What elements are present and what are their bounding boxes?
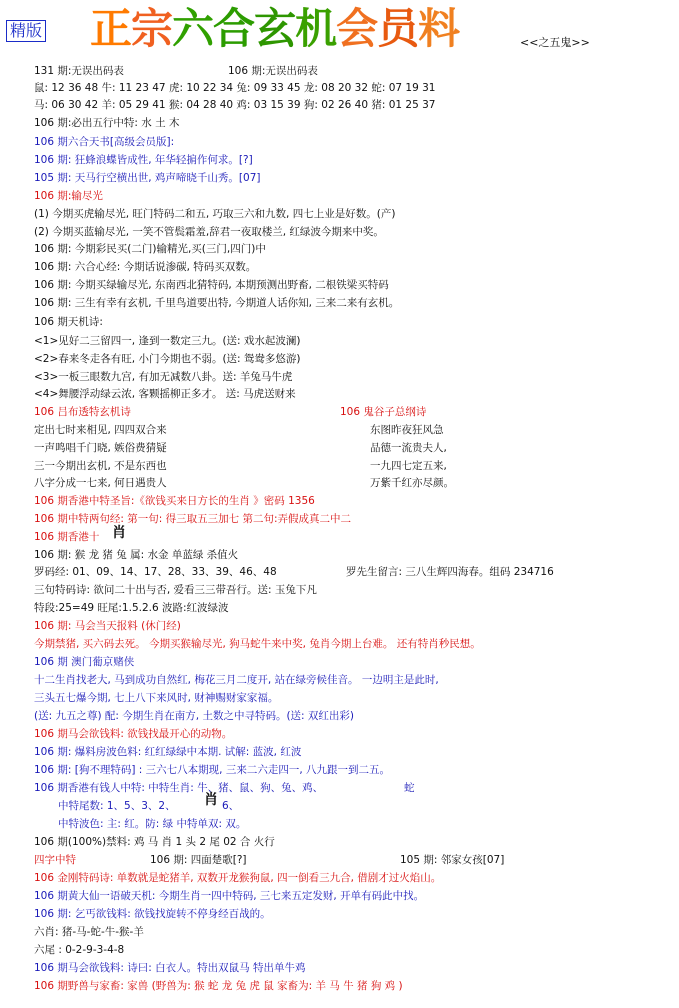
heaven-poem-2: <2>春来冬走各有旺, 小门今期也不弱。(送: 鸳鸯多悠游) — [34, 353, 301, 365]
beggar-money-line: 106 期: 乞丐欲钱料: 欲钱找旋转不停身经百战的。 — [34, 908, 271, 920]
macau-gambler-line-2: 三头五七爆今期, 七上八下来风时, 财神赐财家家福。 — [34, 692, 279, 704]
lose-all-line-6: 106 期: 三生有幸有玄机, 千里鸟道要出特, 今期道人话你知, 三来二来有玄机。 — [34, 297, 400, 309]
page-subtitle: <<之五鬼>> — [520, 36, 590, 49]
goubuli-code-line: 106 期: [狗不理特码] : 三六七八本期现, 三来二六走四一, 八九跟一到二五。 — [34, 764, 391, 776]
guiguzi-poem-2: 品德一流贵夫人, — [370, 442, 447, 454]
prediction-table-label-131: 131 期:无误出码表 — [34, 65, 124, 77]
special-range-line: 特段:25=49 旺尾:1.5.2.6 波路:红波绿波 — [34, 602, 229, 614]
heaven-poem-1: <1>见好二三留四一, 逢到一数定三九。(送: 戏水起波澜) — [34, 335, 301, 347]
lubu-poem-3: 三一今期出玄机, 不是东西也 — [34, 460, 167, 472]
lubu-poem-2: 一声鸣唱千门晓, 嫉俗费猜疑 — [34, 442, 167, 454]
forbidden-line: 106 期(100%)禁料: 鸡 马 肖 1 头 2 尾 02 合 火行 — [34, 836, 275, 848]
edition-badge: 精版 — [6, 20, 46, 42]
macau-gambler-line-1: 十二生肖找老大, 马到成功自然红, 梅花三月二度开, 站在绿旁候佳音。 一边明主是此时, — [34, 674, 439, 686]
prediction-table-label-106: 106 期:无误出码表 — [228, 65, 318, 77]
rich-man-tail-extra: 6、 — [222, 800, 240, 812]
lose-all-line-5: 106 期: 今期买绿输尽光, 东南西北猜特码, 本期预测出野畜, 二根铁梁买特码 — [34, 279, 389, 291]
title-char: 玄 — [254, 4, 296, 53]
title-char: 合 — [213, 4, 255, 53]
three-sentence-poem: 三句特码诗: 欲问二十出与否, 爱看三三带吾行。送: 玉兔下凡 — [34, 584, 317, 596]
page-title — [90, 4, 459, 54]
guiguzi-poem-4: 万紫千红亦尽颜。 — [370, 477, 454, 489]
five-elements-line: 106 期:必出五行中特: 水 土 木 — [34, 117, 180, 129]
title-char: 料 — [418, 4, 460, 53]
heaven-poem-title: 106 期天机诗: — [34, 316, 103, 328]
six-zodiac-line: 六肖: 猪-马-蛇-牛-猴-羊 — [34, 926, 144, 938]
vajra-poem-line: 106 金刚特码诗: 单数就是蛇猪羊, 双数开龙猴狗鼠, 四一倒看三九合, 借剧才过火焰山。 — [34, 872, 442, 884]
overlay-glyph-xiao-2: 肖 — [204, 792, 218, 808]
lose-all-line-4: 106 期: 六合心经: 今期话说渗碳, 特码买双数。 — [34, 261, 257, 273]
heaven-book-title: 106 期六合天书[高级会员版]: — [34, 136, 175, 148]
horse-club-poem-line: 106 期马会欲钱料: 诗曰: 白衣人。特出双鼠马 特出单牛鸡 — [34, 962, 306, 974]
title-char: 正 — [90, 4, 132, 53]
zodiac-numbers-row-1: 鼠: 12 36 48 牛: 11 23 47 虎: 10 22 34 兔: 09 33 45 龙: 08 20 32 蛇: 07 19 31 — [34, 82, 436, 94]
lose-all-line-3: 106 期: 今期彩民买(二门)输精光,买(三门,四门)中 — [34, 243, 266, 255]
rich-man-zodiac-extra: 蛇 — [404, 782, 415, 794]
four-char-105: 105 期: 邻家女孩[07] — [400, 854, 505, 866]
rich-man-zodiac-line: 106 期香港有钱人中特: 中特生肖: 牛、猪、鼠、狗、兔、鸡、 — [34, 782, 324, 794]
horse-club-money-line: 106 期马会欲钱料: 欲钱找最开心的动物。 — [34, 728, 233, 740]
zodiac-attributes-line: 106 期: 猴 龙 猪 兔 属: 水金 单蓝绿 杀值火 — [34, 549, 239, 561]
guiguzi-poem-1: 东图昨夜狂风急 — [370, 424, 444, 436]
overlay-glyph-xiao-1: 肖 — [112, 525, 126, 541]
title-char: 员 — [377, 4, 419, 53]
lose-all-title: 106 期:输尽光 — [34, 190, 103, 202]
heaven-book-line-105: 105 期: 天马行空横出世, 鸡声啼晓千山秀。[07] — [34, 172, 261, 184]
rich-man-tail-line: 中特尾数: 1、5、3、2、 — [58, 800, 176, 812]
luo-message-line: 罗先生留言: 三八生辉四海春。组码 234716 — [346, 566, 554, 578]
horse-club-report-title: 106 期: 马会当天报料 (休门经) — [34, 620, 181, 632]
wong-tai-sin-line: 106 期黄大仙一语破天机: 今期生肖一四中特码, 三七来五定发财, 开单有码此中找。 — [34, 890, 425, 902]
color-report-line: 106 期: 爆料房波色料: 红红绿绿中本期. 试解: 蓝波, 红波 — [34, 746, 302, 758]
title-char: 六 — [172, 4, 214, 53]
two-sentence-line: 106 期中特两句经: 第一句: 得三取五三加七 第二句:弄假成真二中二 — [34, 513, 352, 525]
zodiac-numbers-row-2: 马: 06 30 42 羊: 05 29 41 猴: 04 28 40 鸡: 03 15 39 狗: 02 26 40 猪: 01 25 37 — [34, 99, 436, 111]
four-char-106: 106 期: 四面楚歌[?] — [150, 854, 247, 866]
rich-man-color-line: 中特波色: 主: 红。防: 绿 中特单双: 双。 — [58, 818, 247, 830]
hk-decree-line: 106 期香港中特圣旨:《欲钱买来日方长的生肖 》密码 1356 — [34, 495, 315, 507]
title-char: 机 — [295, 4, 337, 53]
luo-code-line: 罗码经: 01、09、14、17、28、33、39、46、48 — [34, 566, 277, 578]
lose-all-line-2: (2) 今期买蓝输尽光, 一笑不管鬓霜羞,辞君一夜取楼兰, 红绿波今期来中奖。 — [34, 226, 384, 238]
lubu-poem-title: 106 吕布透特玄机诗 — [34, 406, 131, 418]
heaven-book-line-106: 106 期: 狂蜂浪蝶皆成性, 年华轻掮作何求。[?] — [34, 154, 253, 166]
horse-club-report-line: 今期禁猪, 买六码去死。 今期买猴输尽光, 狗马蛇牛来中奖, 兔肖今期上台难。 还有特肖秒民想。 — [34, 638, 481, 650]
title-char: 会 — [336, 4, 378, 53]
hk-ten-title: 106 期香港十 — [34, 531, 100, 543]
four-char-title: 四字中特 — [34, 854, 76, 866]
macau-gambler-title: 106 期 澳门葡京赌侠 — [34, 656, 135, 668]
lose-all-line-1: (1) 今期买虎输尽光, 旺门特码二和五, 巧取三六和九数, 四七上业是好数。(产) — [34, 208, 396, 220]
guiguzi-poem-title: 106 鬼谷子总纲诗 — [340, 406, 427, 418]
macau-gambler-line-3: (送: 九五之尊) 配: 今期生肖在南方, 土数之中寻特码。(送: 双红出彩) — [34, 710, 355, 722]
heaven-poem-4: <4>舞腰浮动绿云浓, 客颗摇柳正多才。 送: 马虎送财来 — [34, 388, 296, 400]
lubu-poem-4: 八字分成一七来, 何日遇贵人 — [34, 477, 167, 489]
title-char: 宗 — [131, 4, 173, 53]
beast-livestock-line: 106 期野兽与家畜: 家兽 (野兽为: 猴 蛇 龙 兔 虎 鼠 家畜为: 羊 马 牛 猪 狗 鸡 ) — [34, 980, 403, 992]
guiguzi-poem-3: 一九四七定五来, — [370, 460, 447, 472]
lubu-poem-1: 定出七时来相见, 四四双合来 — [34, 424, 167, 436]
six-tail-line: 六尾 : 0-2-9-3-4-8 — [34, 944, 125, 956]
heaven-poem-3: <3>一板三眼数九宫, 有加无减数八卦。送: 羊兔马牛虎 — [34, 371, 293, 383]
